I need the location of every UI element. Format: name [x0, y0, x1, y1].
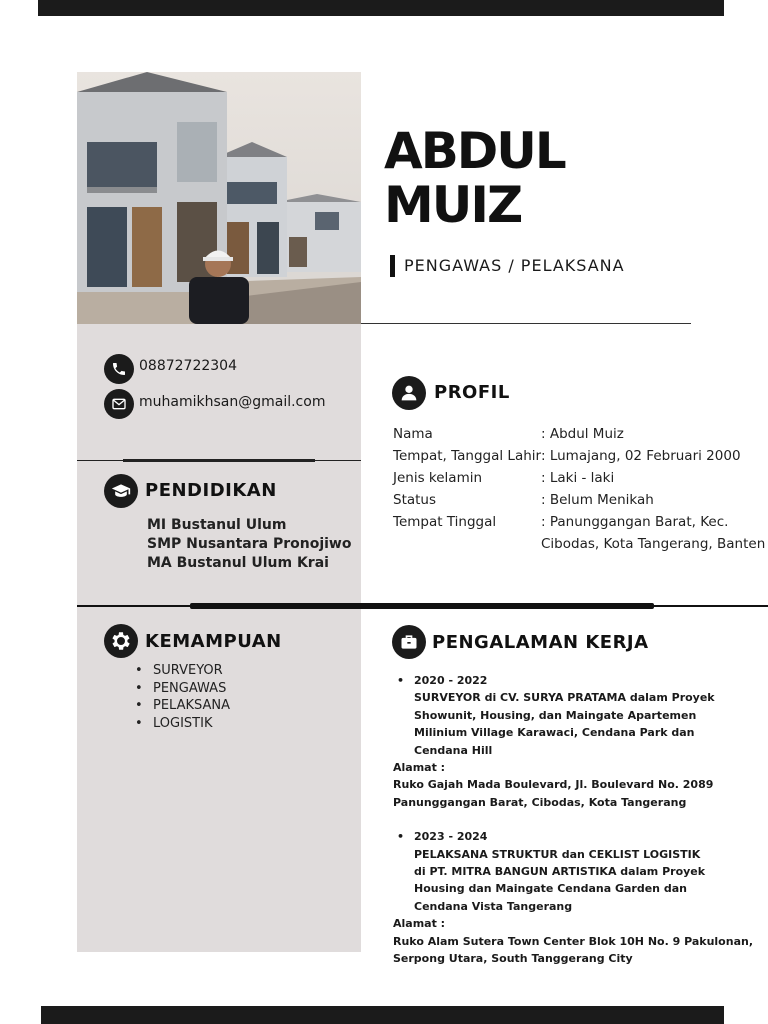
job-role: PENGAWAS / PELAKSANA	[404, 256, 625, 275]
profile-value: : Abdul Muiz	[541, 426, 624, 442]
profile-value: : Panunggangan Barat, Kec.	[541, 514, 729, 530]
experience-address-line: Ruko Gajah Mada Boulevard, Jl. Boulevard No. 2089	[393, 778, 714, 792]
profile-label: Jenis kelamin	[393, 470, 483, 486]
experience-address-line: Ruko Alam Sutera Town Center Blok 10H No. 9 Pakulonan,	[393, 934, 753, 948]
profile-row	[393, 533, 766, 555]
profile-value: Cibodas, Kota Tangerang, Banten	[541, 536, 766, 552]
profile-row	[393, 445, 766, 467]
skills-list	[153, 662, 230, 732]
user-icon	[392, 376, 426, 410]
full-name	[384, 124, 565, 232]
experience-period: • 2023 - 2024	[414, 830, 488, 844]
experience-address-label: Alamat :	[393, 917, 446, 931]
experience-item	[393, 828, 753, 915]
profile-row	[393, 489, 766, 511]
profile-row	[393, 467, 766, 489]
experience-title: PENGALAMAN KERJA	[432, 632, 649, 653]
role-accent-bar	[390, 255, 395, 277]
profile-label: Nama	[393, 426, 433, 442]
top-bar	[38, 0, 724, 16]
graduation-cap-icon	[104, 474, 138, 508]
experience-desc-line: SURVEYOR di CV. SURYA PRATAMA dalam Proyek	[414, 691, 715, 705]
profile-label: Tempat Tinggal	[393, 514, 497, 530]
phone-icon	[104, 354, 134, 384]
profile-value: : Belum Menikah	[541, 492, 654, 508]
envelope-icon	[104, 389, 134, 419]
header-divider	[361, 323, 691, 324]
experience-address-line: Serpong Utara, South Tanggerang City	[393, 952, 633, 966]
skill-item: • LOGISTIK	[153, 715, 230, 733]
section-divider-accent	[190, 603, 654, 609]
first-name: ABDUL	[384, 122, 565, 180]
profile-row	[393, 423, 766, 445]
profile-label: Status	[393, 492, 437, 508]
experience-item	[393, 672, 753, 759]
profile-title: PROFIL	[434, 382, 510, 403]
profile-label	[393, 533, 541, 555]
experience-address-line: Panunggangan Barat, Cibodas, Kota Tangerang	[393, 795, 687, 809]
skill-item: • PENGAWAS	[153, 680, 230, 698]
education-list	[147, 516, 351, 573]
profile-photo	[77, 72, 361, 324]
profile-row	[393, 511, 766, 533]
experience-desc-line: Milinium Village Karawaci, Cendana Park dan	[414, 726, 695, 740]
experience-desc-line: di PT. MITRA BANGUN ARTISTIKA dalam Proyek	[414, 865, 706, 879]
profile-table	[393, 423, 766, 555]
experience-desc-line: Cendana Vista Tangerang	[414, 899, 573, 913]
skill-item: • SURVEYOR	[153, 662, 230, 680]
skills-title: KEMAMPUAN	[145, 631, 282, 652]
experience-desc-line: Showunit, Housing, dan Maingate Apartemen	[414, 708, 697, 722]
sidebar-divider-accent	[123, 459, 315, 462]
experience-list	[393, 672, 753, 968]
education-item: SMP Nusantara Pronojiwo	[147, 536, 352, 552]
experience-address-label: Alamat :	[393, 761, 446, 775]
experience-desc-line: PELAKSANA STRUKTUR dan CEKLIST LOGISTIK	[414, 847, 701, 861]
gear-icon	[104, 624, 138, 658]
last-name: MUIZ	[384, 176, 522, 234]
education-title: PENDIDIKAN	[145, 480, 277, 501]
briefcase-icon	[392, 625, 426, 659]
bottom-bar	[41, 1006, 724, 1024]
skill-item: • PELAKSANA	[153, 697, 230, 715]
education-item: MI Bustanul Ulum	[147, 517, 287, 533]
profile-value: : Lumajang, 02 Februari 2000	[541, 448, 741, 464]
education-item: MA Bustanul Ulum Krai	[147, 555, 329, 571]
experience-gap	[393, 811, 753, 828]
experience-desc-line: Cendana Hill	[414, 743, 493, 757]
email-address[interactable]: muhamikhsan@gmail.com	[139, 394, 326, 410]
experience-period: • 2020 - 2022	[414, 674, 488, 687]
phone-number[interactable]: 08872722304	[139, 358, 237, 374]
experience-desc-line: Housing dan Maingate Cendana Garden dan	[414, 882, 687, 896]
profile-label: Tempat, Tanggal Lahir	[393, 448, 542, 464]
profile-value: : Laki - laki	[541, 470, 615, 486]
